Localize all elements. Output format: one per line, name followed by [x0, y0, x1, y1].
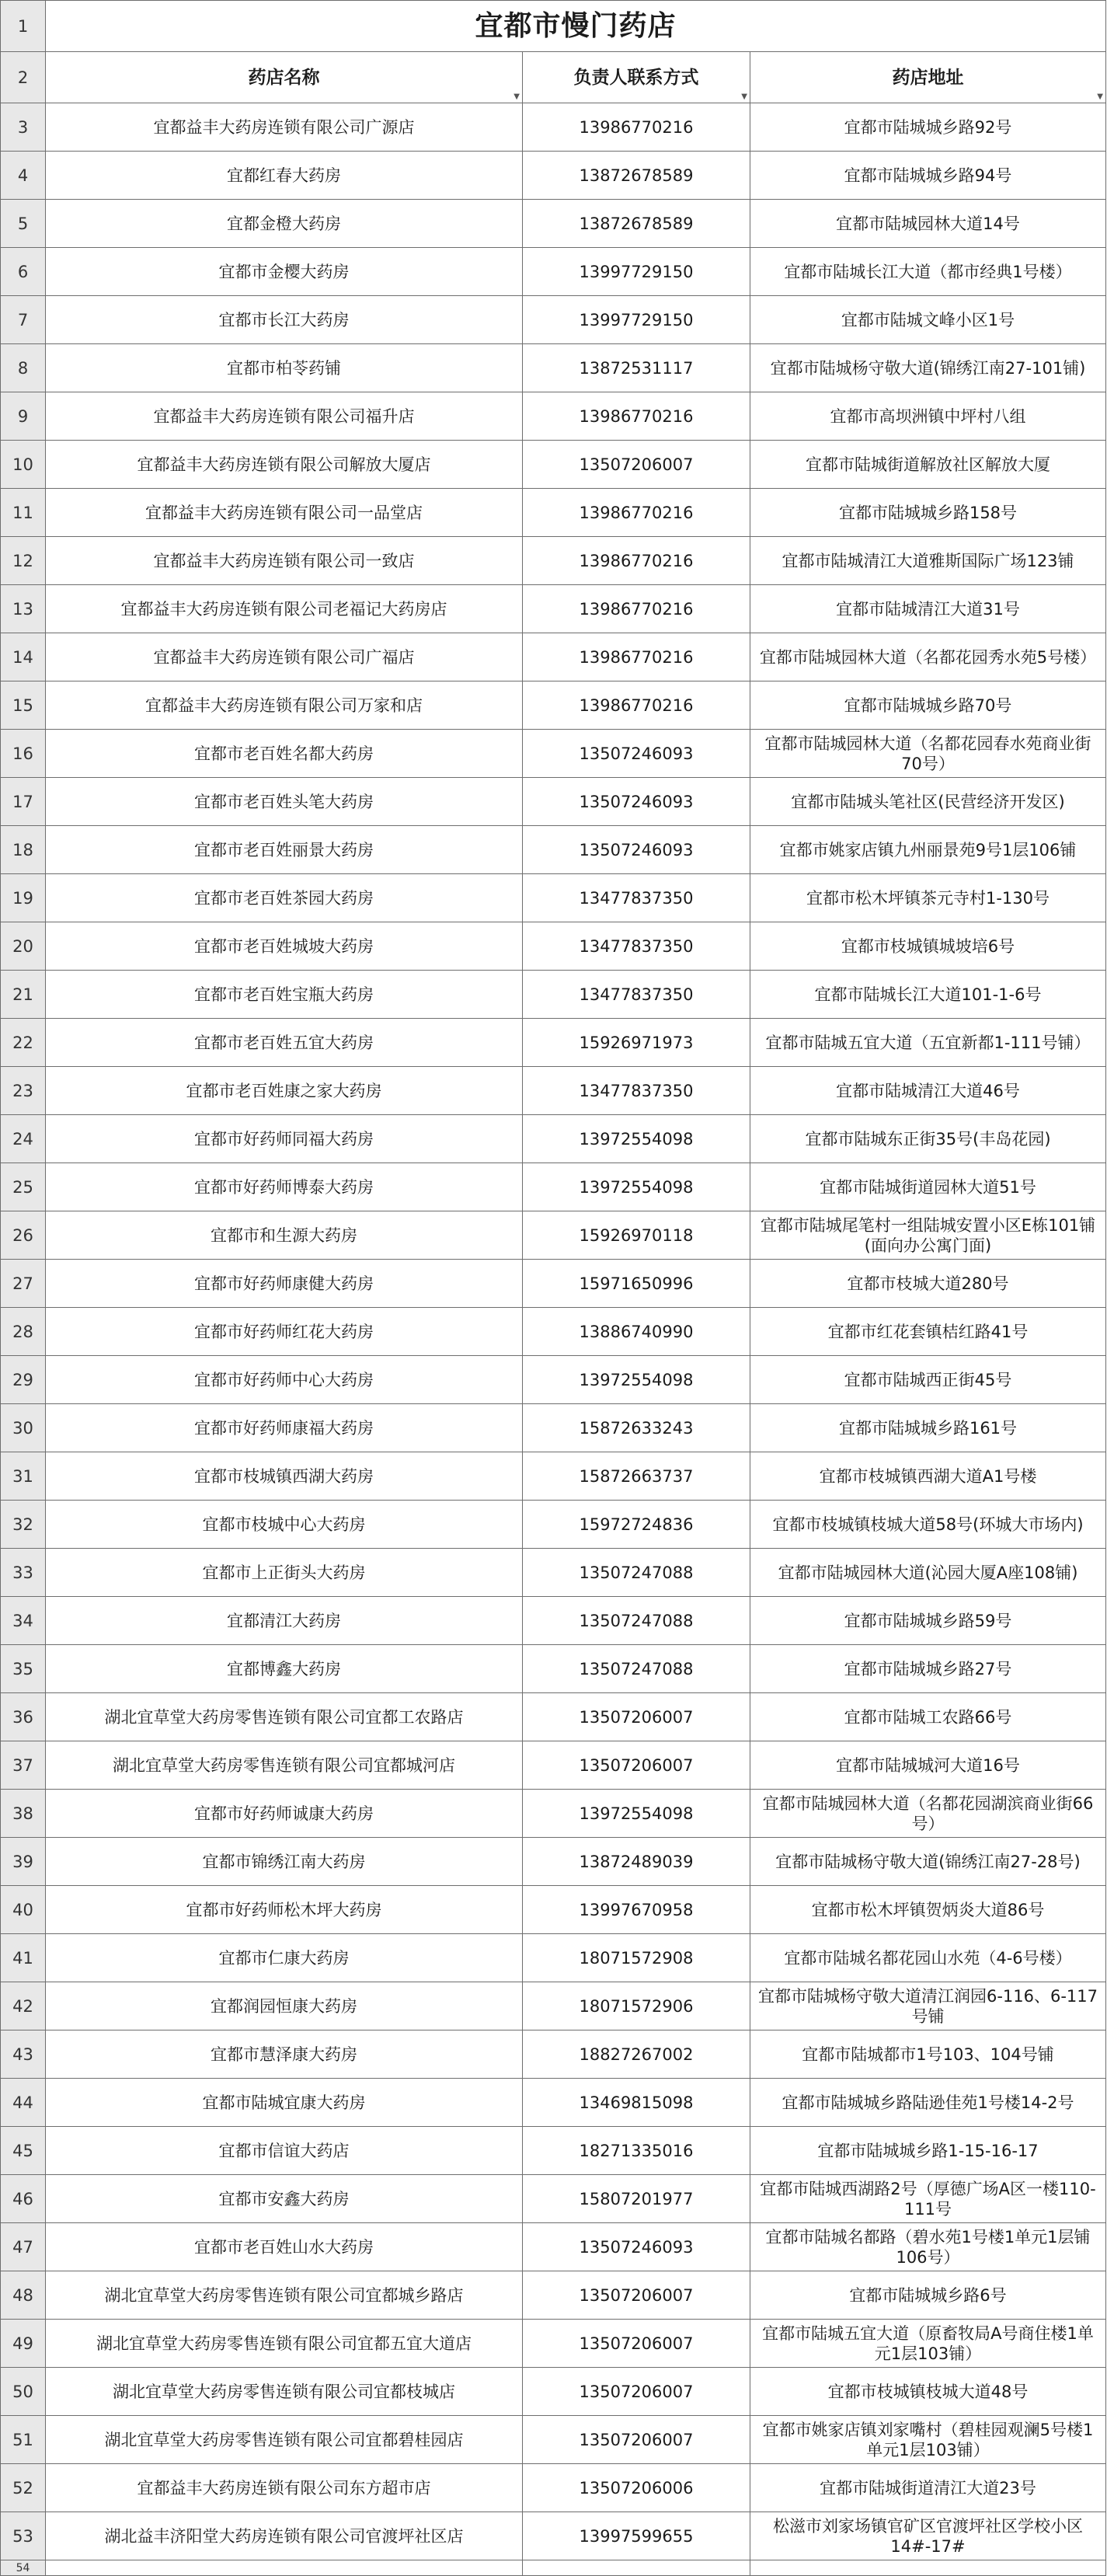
- table-row: [1, 1982, 1106, 2030]
- table-row: [1, 826, 1106, 874]
- table-row: [1, 248, 1106, 296]
- header-row: [1, 52, 1106, 103]
- pharmacy-name-cell[interactable]: 宜都清江大药房: [46, 1597, 523, 1645]
- row-number[interactable]: 24: [1, 1115, 46, 1163]
- empty-cell[interactable]: [523, 2560, 750, 2576]
- row-number[interactable]: 39: [1, 1838, 46, 1886]
- table-row: [1, 296, 1106, 344]
- row-number[interactable]: 38: [1, 1790, 46, 1838]
- pharmacy-name-cell[interactable]: 宜都市老百姓茶园大药房: [46, 874, 523, 922]
- address-cell[interactable]: 宜都市姚家店镇刘家嘴村（碧桂园观澜5号楼1单元1层103铺）: [750, 2416, 1106, 2464]
- header-label: 药店名称: [248, 67, 320, 88]
- contact-phone-cell[interactable]: 13986770216: [523, 392, 750, 441]
- address-cell[interactable]: 宜都市陆城长江大道101-1-6号: [750, 971, 1106, 1019]
- pharmacy-name-cell[interactable]: 宜都市好药师博泰大药房: [46, 1163, 523, 1211]
- contact-phone-cell[interactable]: 13872678589: [523, 152, 750, 200]
- pharmacy-name-cell[interactable]: 宜都益丰大药房连锁有限公司广福店: [46, 633, 523, 681]
- table-row: [1, 1790, 1106, 1838]
- row-number[interactable]: 35: [1, 1645, 46, 1693]
- table-row: [1, 1308, 1106, 1356]
- address-cell[interactable]: 宜都市陆城城乡路6号: [750, 2271, 1106, 2320]
- pharmacy-name-cell[interactable]: 宜都市好药师同福大药房: [46, 1115, 523, 1163]
- contact-phone-cell[interactable]: 13986770216: [523, 585, 750, 633]
- row-number[interactable]: 9: [1, 392, 46, 441]
- address-cell[interactable]: 宜都市枝城镇西湖大道A1号楼: [750, 1452, 1106, 1501]
- table-row: [1, 152, 1106, 200]
- address-cell[interactable]: 宜都市枝城镇枝城大道58号(环城大市场内): [750, 1501, 1106, 1549]
- table-row: [1, 1115, 1106, 1163]
- address-cell[interactable]: 宜都市红花套镇桔红路41号: [750, 1308, 1106, 1356]
- address-cell[interactable]: 宜都市陆城城乡路70号: [750, 681, 1106, 730]
- contact-phone-cell[interactable]: 13507246093: [523, 778, 750, 826]
- row-number[interactable]: 10: [1, 441, 46, 489]
- table-row: [1, 103, 1106, 152]
- address-cell[interactable]: 宜都市陆城杨守敬大道(锦绣江南27-28号): [750, 1838, 1106, 1886]
- address-cell[interactable]: 宜都市陆城清江大道46号: [750, 1067, 1106, 1115]
- row-number[interactable]: 46: [1, 2175, 46, 2223]
- row-number[interactable]: 48: [1, 2271, 46, 2320]
- contact-phone-cell[interactable]: 13477837350: [523, 971, 750, 1019]
- contact-phone-cell[interactable]: 18827267002: [523, 2030, 750, 2079]
- contact-phone-cell[interactable]: 13986770216: [523, 633, 750, 681]
- pharmacy-name-cell[interactable]: 宜都市慧泽康大药房: [46, 2030, 523, 2079]
- contact-phone-cell[interactable]: 13507206006: [523, 2464, 750, 2512]
- pharmacy-name-cell[interactable]: 宜都益丰大药房连锁有限公司解放大厦店: [46, 441, 523, 489]
- pharmacy-name-cell[interactable]: 宜都市锦绣江南大药房: [46, 1838, 523, 1886]
- row-number[interactable]: 49: [1, 2320, 46, 2368]
- row-number[interactable]: 13: [1, 585, 46, 633]
- contact-phone-cell[interactable]: 13477837350: [523, 1067, 750, 1115]
- table-row: [1, 344, 1106, 392]
- address-cell[interactable]: 宜都市陆城杨守敬大道(锦绣江南27-101铺): [750, 344, 1106, 392]
- row-number[interactable]: 41: [1, 1934, 46, 1982]
- contact-phone-cell[interactable]: 13986770216: [523, 681, 750, 730]
- row-number[interactable]: 15: [1, 681, 46, 730]
- row-number[interactable]: 18: [1, 826, 46, 874]
- row-number[interactable]: 8: [1, 344, 46, 392]
- table-row: [1, 1693, 1106, 1741]
- pharmacy-name-cell[interactable]: 宜都市老百姓宝瓶大药房: [46, 971, 523, 1019]
- empty-cell[interactable]: [750, 2560, 1106, 2576]
- contact-phone-cell[interactable]: 13872489039: [523, 1838, 750, 1886]
- address-cell[interactable]: 宜都市陆城文峰小区1号: [750, 296, 1106, 344]
- table-row: [1, 200, 1106, 248]
- empty-cell[interactable]: [46, 2560, 523, 2576]
- table-row: [1, 2223, 1106, 2271]
- contact-phone-cell[interactable]: 13507247088: [523, 1597, 750, 1645]
- pharmacy-name-cell[interactable]: 宜都市上正街头大药房: [46, 1549, 523, 1597]
- row-number[interactable]: 42: [1, 1982, 46, 2030]
- contact-phone-cell[interactable]: 15872663737: [523, 1452, 750, 1501]
- table-row: [1, 2368, 1106, 2416]
- table-row: [1, 2416, 1106, 2464]
- contact-phone-cell[interactable]: 13507247088: [523, 1645, 750, 1693]
- pharmacy-name-cell[interactable]: 宜都市柏苓药铺: [46, 344, 523, 392]
- pharmacy-name-cell[interactable]: 宜都益丰大药房连锁有限公司万家和店: [46, 681, 523, 730]
- address-cell[interactable]: 宜都市陆城园林大道（名都花园春水苑商业街70号）: [750, 730, 1106, 778]
- row-number[interactable]: 25: [1, 1163, 46, 1211]
- row-number[interactable]: 51: [1, 2416, 46, 2464]
- pharmacy-name-cell[interactable]: 宜都市好药师康健大药房: [46, 1260, 523, 1308]
- pharmacy-name-cell[interactable]: 湖北益丰济阳堂大药房连锁有限公司官渡坪社区店: [46, 2512, 523, 2560]
- contact-phone-cell[interactable]: 13507206007: [523, 1693, 750, 1741]
- contact-phone-cell[interactable]: 13986770216: [523, 103, 750, 152]
- filter-dropdown-icon[interactable]: ▼: [1097, 92, 1103, 101]
- row-number[interactable]: 7: [1, 296, 46, 344]
- pharmacy-name-cell[interactable]: 宜都润园恒康大药房: [46, 1982, 523, 2030]
- contact-phone-cell[interactable]: 13507246093: [523, 2223, 750, 2271]
- pharmacy-name-cell[interactable]: 宜都市和生源大药房: [46, 1211, 523, 1260]
- table-row: [1, 2030, 1106, 2079]
- address-cell[interactable]: 宜都市陆城西正街45号: [750, 1356, 1106, 1404]
- table-row: [1, 392, 1106, 441]
- contact-phone-cell[interactable]: 13997670958: [523, 1886, 750, 1934]
- row-number[interactable]: 43: [1, 2030, 46, 2079]
- row-number[interactable]: 23: [1, 1067, 46, 1115]
- address-cell[interactable]: 宜都市陆城城乡路1-15-16-17: [750, 2127, 1106, 2175]
- row-number[interactable]: 1: [1, 1, 46, 52]
- pharmacy-name-cell[interactable]: 湖北宜草堂大药房零售连锁有限公司宜都城乡路店: [46, 2271, 523, 2320]
- table-row: [1, 1019, 1106, 1067]
- sheet-title[interactable]: 宜都市慢门药店: [46, 1, 1106, 52]
- filter-dropdown-icon[interactable]: ▼: [513, 92, 520, 101]
- address-cell[interactable]: 宜都市陆城城河大道16号: [750, 1741, 1106, 1790]
- row-number[interactable]: 53: [1, 2512, 46, 2560]
- address-cell[interactable]: 宜都市陆城头笔社区(民营经济开发区): [750, 778, 1106, 826]
- row-number[interactable]: 11: [1, 489, 46, 537]
- pharmacy-name-cell[interactable]: 宜都市金樱大药房: [46, 248, 523, 296]
- table-row: [1, 1501, 1106, 1549]
- contact-phone-cell[interactable]: 13507246093: [523, 730, 750, 778]
- row-number[interactable]: 16: [1, 730, 46, 778]
- table-row: [1, 2271, 1106, 2320]
- address-cell[interactable]: 宜都市陆城杨守敬大道清江润园6-116、6-117号铺: [750, 1982, 1106, 2030]
- address-cell[interactable]: 宜都市陆城园林大道14号: [750, 200, 1106, 248]
- header-pharmacy-name[interactable]: [46, 52, 523, 103]
- contact-phone-cell[interactable]: 13507206007: [523, 2416, 750, 2464]
- table-row: [1, 2175, 1106, 2223]
- row-number[interactable]: 22: [1, 1019, 46, 1067]
- address-cell[interactable]: 宜都市陆城名都路（碧水苑1号楼1单元1层铺106号）: [750, 2223, 1106, 2271]
- pharmacy-name-cell[interactable]: 宜都市好药师康福大药房: [46, 1404, 523, 1452]
- address-cell[interactable]: 宜都市陆城清江大道雅斯国际广场123铺: [750, 537, 1106, 585]
- filter-dropdown-icon[interactable]: ▼: [741, 92, 747, 101]
- row-number[interactable]: 14: [1, 633, 46, 681]
- table-row: [1, 537, 1106, 585]
- contact-phone-cell[interactable]: 18271335016: [523, 2127, 750, 2175]
- address-cell[interactable]: 宜都市陆城五宜大道（五宜新都1-111号铺）: [750, 1019, 1106, 1067]
- row-number[interactable]: 6: [1, 248, 46, 296]
- contact-phone-cell[interactable]: 15971650996: [523, 1260, 750, 1308]
- pharmacy-name-cell[interactable]: 宜都市信谊大药店: [46, 2127, 523, 2175]
- pharmacy-name-cell[interactable]: 宜都益丰大药房连锁有限公司广源店: [46, 103, 523, 152]
- pharmacy-name-cell[interactable]: 宜都市老百姓名都大药房: [46, 730, 523, 778]
- contact-phone-cell[interactable]: 15872633243: [523, 1404, 750, 1452]
- header-contact[interactable]: [523, 52, 750, 103]
- pharmacy-name-cell[interactable]: 宜都金橙大药房: [46, 200, 523, 248]
- pharmacy-name-cell[interactable]: 宜都市仁康大药房: [46, 1934, 523, 1982]
- pharmacy-name-cell[interactable]: 宜都益丰大药房连锁有限公司福升店: [46, 392, 523, 441]
- table-row: [1, 2320, 1106, 2368]
- header-label: 负责人联系方式: [573, 67, 699, 88]
- row-number[interactable]: 33: [1, 1549, 46, 1597]
- address-cell[interactable]: 宜都市陆城城乡路94号: [750, 152, 1106, 200]
- pharmacy-name-cell[interactable]: 宜都益丰大药房连锁有限公司一品堂店: [46, 489, 523, 537]
- address-cell[interactable]: 宜都市陆城街道解放社区解放大厦: [750, 441, 1106, 489]
- pharmacy-name-cell[interactable]: 宜都市好药师松木坪大药房: [46, 1886, 523, 1934]
- pharmacy-name-cell[interactable]: 湖北宜草堂大药房零售连锁有限公司宜都五宜大道店: [46, 2320, 523, 2368]
- row-number[interactable]: 50: [1, 2368, 46, 2416]
- table-row: [1, 1549, 1106, 1597]
- contact-phone-cell[interactable]: 13972554098: [523, 1163, 750, 1211]
- row-number[interactable]: 45: [1, 2127, 46, 2175]
- pharmacy-name-cell[interactable]: 宜都市老百姓山水大药房: [46, 2223, 523, 2271]
- table-row: [1, 1645, 1106, 1693]
- header-address[interactable]: [750, 52, 1106, 103]
- address-cell[interactable]: 宜都市陆城五宜大道（原畜牧局A号商住楼1单元1层103铺）: [750, 2320, 1106, 2368]
- table-row: [1, 1067, 1106, 1115]
- row-number[interactable]: 20: [1, 922, 46, 971]
- pharmacy-name-cell[interactable]: 宜都市长江大药房: [46, 296, 523, 344]
- address-cell[interactable]: 宜都市陆城名都花园山水苑（4-6号楼）: [750, 1934, 1106, 1982]
- address-cell[interactable]: 宜都市陆城西湖路2号（厚德广场A区一楼110-111号: [750, 2175, 1106, 2223]
- contact-phone-cell[interactable]: 13997729150: [523, 248, 750, 296]
- table-row: [1, 2512, 1106, 2560]
- table-row: [1, 1260, 1106, 1308]
- table-row: [1, 1163, 1106, 1211]
- contact-phone-cell[interactable]: 13507206007: [523, 2368, 750, 2416]
- contact-phone-cell[interactable]: 13507206007: [523, 441, 750, 489]
- pharmacy-name-cell[interactable]: 湖北宜草堂大药房零售连锁有限公司宜都碧桂园店: [46, 2416, 523, 2464]
- row-number[interactable]: 40: [1, 1886, 46, 1934]
- address-cell[interactable]: 宜都市陆城园林大道(沁园大厦A座108铺): [750, 1549, 1106, 1597]
- contact-phone-cell[interactable]: 13507246093: [523, 826, 750, 874]
- pharmacy-name-cell[interactable]: 宜都市老百姓城坡大药房: [46, 922, 523, 971]
- pharmacy-name-cell[interactable]: 宜都益丰大药房连锁有限公司东方超市店: [46, 2464, 523, 2512]
- pharmacy-name-cell[interactable]: 宜都市陆城宜康大药房: [46, 2079, 523, 2127]
- pharmacy-name-cell[interactable]: 湖北宜草堂大药房零售连锁有限公司宜都枝城店: [46, 2368, 523, 2416]
- row-number[interactable]: 32: [1, 1501, 46, 1549]
- address-cell[interactable]: 宜都市陆城长江大道（都市经典1号楼）: [750, 248, 1106, 296]
- contact-phone-cell[interactable]: 18071572906: [523, 1982, 750, 2030]
- contact-phone-cell[interactable]: 15807201977: [523, 2175, 750, 2223]
- table-row: [1, 971, 1106, 1019]
- row-number[interactable]: 5: [1, 200, 46, 248]
- contact-phone-cell[interactable]: 15926971973: [523, 1019, 750, 1067]
- pharmacy-name-cell[interactable]: 宜都益丰大药房连锁有限公司一致店: [46, 537, 523, 585]
- table-row: [1, 1452, 1106, 1501]
- pharmacy-name-cell[interactable]: 宜都市好药师中心大药房: [46, 1356, 523, 1404]
- address-cell[interactable]: 宜都市陆城都市1号103、104号铺: [750, 2030, 1106, 2079]
- address-cell[interactable]: 宜都市陆城工农路66号: [750, 1693, 1106, 1741]
- table-row: [1, 730, 1106, 778]
- address-cell[interactable]: 宜都市姚家店镇九州丽景苑9号1层106铺: [750, 826, 1106, 874]
- pharmacy-name-cell[interactable]: 宜都市老百姓丽景大药房: [46, 826, 523, 874]
- address-cell[interactable]: 宜都市枝城镇枝城大道48号: [750, 2368, 1106, 2416]
- row-number[interactable]: 44: [1, 2079, 46, 2127]
- address-cell[interactable]: 宜都市陆城城乡路59号: [750, 1597, 1106, 1645]
- table-row-empty: [1, 2560, 1106, 2576]
- table-row: [1, 489, 1106, 537]
- contact-phone-cell[interactable]: 13872678589: [523, 200, 750, 248]
- address-cell[interactable]: 宜都市陆城城乡路158号: [750, 489, 1106, 537]
- pharmacy-name-cell[interactable]: 宜都市枝城中心大药房: [46, 1501, 523, 1549]
- row-number[interactable]: 52: [1, 2464, 46, 2512]
- contact-phone-cell[interactable]: 13972554098: [523, 1790, 750, 1838]
- contact-phone-cell[interactable]: 13507247088: [523, 1549, 750, 1597]
- pharmacy-name-cell[interactable]: 宜都市枝城镇西湖大药房: [46, 1452, 523, 1501]
- address-cell[interactable]: 宜都市陆城东正街35号(丰岛花园): [750, 1115, 1106, 1163]
- row-number[interactable]: 30: [1, 1404, 46, 1452]
- pharmacy-name-cell[interactable]: 宜都博鑫大药房: [46, 1645, 523, 1693]
- address-cell[interactable]: 宜都市陆城城乡路陆逊佳苑1号楼14-2号: [750, 2079, 1106, 2127]
- pharmacy-name-cell[interactable]: 宜都市老百姓头笔大药房: [46, 778, 523, 826]
- address-cell[interactable]: 宜都市陆城城乡路27号: [750, 1645, 1106, 1693]
- header-label: 药店地址: [892, 67, 964, 88]
- table-row: [1, 1597, 1106, 1645]
- contact-phone-cell[interactable]: 15926970118: [523, 1211, 750, 1260]
- pharmacy-name-cell[interactable]: 宜都市好药师红花大药房: [46, 1308, 523, 1356]
- contact-phone-cell[interactable]: 13886740990: [523, 1308, 750, 1356]
- row-number[interactable]: 29: [1, 1356, 46, 1404]
- pharmacy-name-cell[interactable]: 宜都市老百姓康之家大药房: [46, 1067, 523, 1115]
- address-cell[interactable]: 宜都市陆城园林大道（名都花园秀水苑5号楼）: [750, 633, 1106, 681]
- contact-phone-cell[interactable]: 13972554098: [523, 1356, 750, 1404]
- contact-phone-cell[interactable]: 13986770216: [523, 537, 750, 585]
- address-cell[interactable]: 宜都市松木坪镇茶元寺村1-130号: [750, 874, 1106, 922]
- row-number[interactable]: 36: [1, 1693, 46, 1741]
- table-row: [1, 874, 1106, 922]
- table-row: [1, 2464, 1106, 2512]
- contact-phone-cell[interactable]: 13477837350: [523, 874, 750, 922]
- address-cell[interactable]: 宜都市松木坪镇贺炳炎大道86号: [750, 1886, 1106, 1934]
- table-row: [1, 922, 1106, 971]
- row-number[interactable]: 17: [1, 778, 46, 826]
- table-row: [1, 681, 1106, 730]
- row-number[interactable]: 54: [1, 2560, 46, 2576]
- contact-phone-cell[interactable]: 13997599655: [523, 2512, 750, 2560]
- address-cell[interactable]: 宜都市枝城大道280号: [750, 1260, 1106, 1308]
- row-number[interactable]: 12: [1, 537, 46, 585]
- row-number[interactable]: 37: [1, 1741, 46, 1790]
- row-number[interactable]: 31: [1, 1452, 46, 1501]
- contact-phone-cell[interactable]: 13469815098: [523, 2079, 750, 2127]
- contact-phone-cell[interactable]: 18071572908: [523, 1934, 750, 1982]
- address-cell[interactable]: 宜都市陆城街道园林大道51号: [750, 1163, 1106, 1211]
- pharmacy-name-cell[interactable]: 宜都市安鑫大药房: [46, 2175, 523, 2223]
- table-row: [1, 441, 1106, 489]
- contact-phone-cell[interactable]: 13507206007: [523, 1741, 750, 1790]
- contact-phone-cell[interactable]: 13986770216: [523, 489, 750, 537]
- contact-phone-cell[interactable]: 13507206007: [523, 2271, 750, 2320]
- table-row: [1, 633, 1106, 681]
- contact-phone-cell[interactable]: 13477837350: [523, 922, 750, 971]
- row-number[interactable]: 19: [1, 874, 46, 922]
- pharmacy-name-cell[interactable]: 湖北宜草堂大药房零售连锁有限公司宜都工农路店: [46, 1693, 523, 1741]
- address-cell[interactable]: 宜都市枝城镇城坡培6号: [750, 922, 1106, 971]
- table-row: [1, 1211, 1106, 1260]
- contact-phone-cell[interactable]: 15972724836: [523, 1501, 750, 1549]
- table-row: [1, 1934, 1106, 1982]
- row-number[interactable]: 3: [1, 103, 46, 152]
- contact-phone-cell[interactable]: 13872531117: [523, 344, 750, 392]
- contact-phone-cell[interactable]: 13997729150: [523, 296, 750, 344]
- table-row: [1, 1838, 1106, 1886]
- table-row: [1, 2079, 1106, 2127]
- row-number[interactable]: 4: [1, 152, 46, 200]
- table-row: [1, 1741, 1106, 1790]
- table-row: [1, 1356, 1106, 1404]
- row-number[interactable]: 26: [1, 1211, 46, 1260]
- row-number[interactable]: 34: [1, 1597, 46, 1645]
- address-cell[interactable]: 松滋市刘家场镇官矿区官渡坪社区学校小区14#-17#: [750, 2512, 1106, 2560]
- address-cell[interactable]: 宜都市陆城街道清江大道23号: [750, 2464, 1106, 2512]
- table-row: [1, 1886, 1106, 1934]
- pharmacy-name-cell[interactable]: 湖北宜草堂大药房零售连锁有限公司宜都城河店: [46, 1741, 523, 1790]
- pharmacy-name-cell[interactable]: 宜都市好药师诚康大药房: [46, 1790, 523, 1838]
- table-row: [1, 778, 1106, 826]
- pharmacy-name-cell[interactable]: 宜都市老百姓五宜大药房: [46, 1019, 523, 1067]
- table-row: [1, 2127, 1106, 2175]
- row-number[interactable]: 21: [1, 971, 46, 1019]
- table-row: [1, 1404, 1106, 1452]
- address-cell[interactable]: 宜都市高坝洲镇中坪村八组: [750, 392, 1106, 441]
- row-number[interactable]: 28: [1, 1308, 46, 1356]
- pharmacy-name-cell[interactable]: 宜都红春大药房: [46, 152, 523, 200]
- address-cell[interactable]: 宜都市陆城园林大道（名都花园湖滨商业街66号）: [750, 1790, 1106, 1838]
- address-cell[interactable]: 宜都市陆城尾笔村一组陆城安置小区E栋101铺(面向办公寓门面): [750, 1211, 1106, 1260]
- address-cell[interactable]: 宜都市陆城城乡路92号: [750, 103, 1106, 152]
- contact-phone-cell[interactable]: 13972554098: [523, 1115, 750, 1163]
- table-row: [1, 585, 1106, 633]
- pharmacy-name-cell[interactable]: 宜都益丰大药房连锁有限公司老福记大药房店: [46, 585, 523, 633]
- row-number[interactable]: 47: [1, 2223, 46, 2271]
- row-number[interactable]: 27: [1, 1260, 46, 1308]
- title-row: [1, 1, 1106, 52]
- address-cell[interactable]: 宜都市陆城清江大道31号: [750, 585, 1106, 633]
- contact-phone-cell[interactable]: 13507206007: [523, 2320, 750, 2368]
- address-cell[interactable]: 宜都市陆城城乡路161号: [750, 1404, 1106, 1452]
- row-number[interactable]: 2: [1, 52, 46, 103]
